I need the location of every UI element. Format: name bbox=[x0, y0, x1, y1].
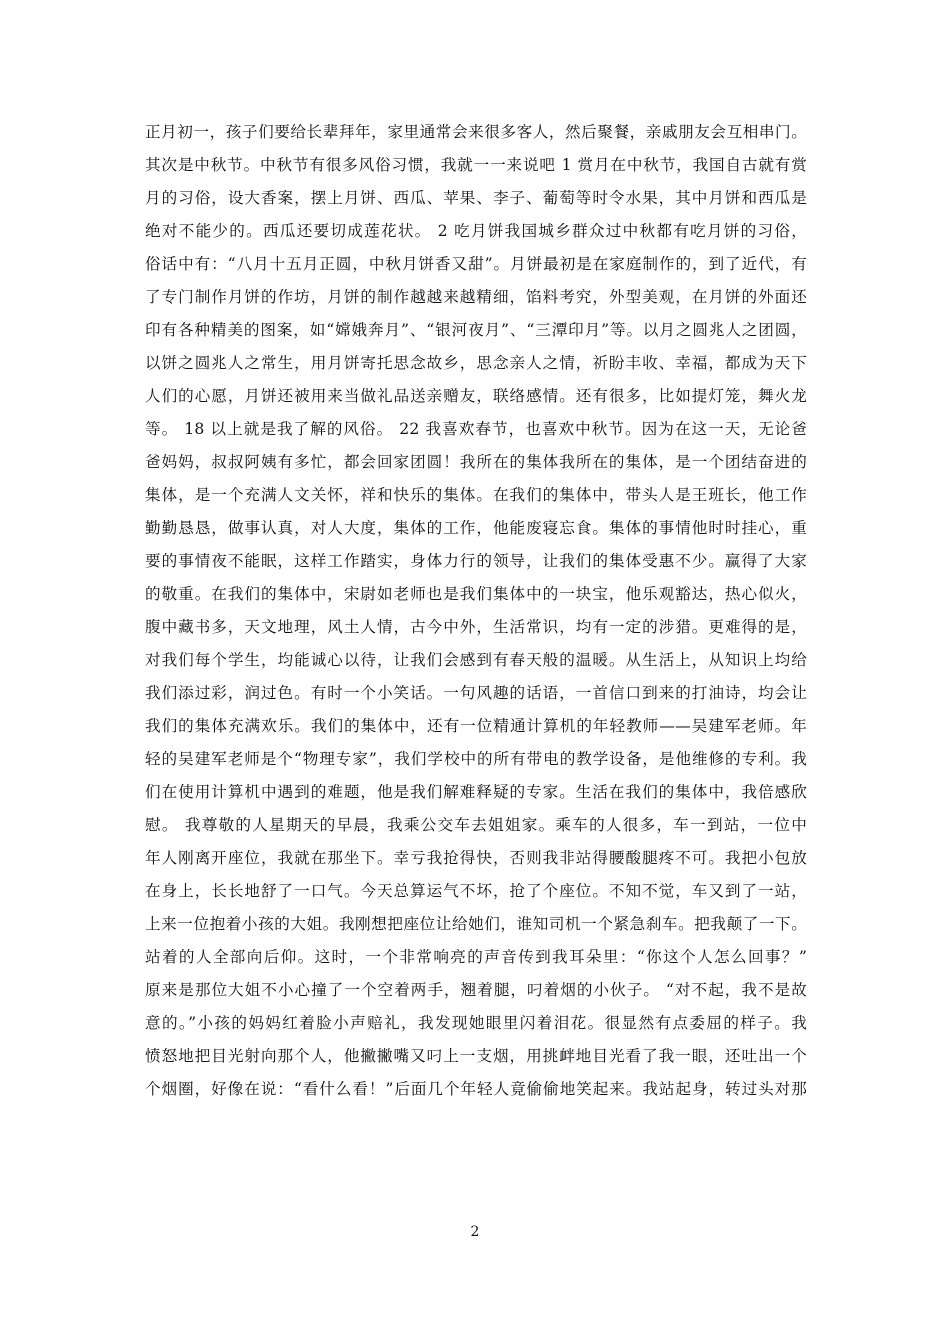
text-line: 人们的心愿，月饼还被用来当做礼品送亲赠友，联络感情。还有很多，比如提灯笼，舞火龙 bbox=[145, 387, 807, 405]
text-line: 的敬重。在我们的集体中，宋尉如老师也是我们集体中的一块宝，他乐观豁达，热心似火， bbox=[145, 585, 807, 603]
text-line: 在身上，长长地舒了一口气。今天总算运气不坏，抢了个座位。不知不觉，车又到了一站， bbox=[145, 882, 807, 900]
text-line: 年人刚离开座位，我就在那坐下。幸亏我抢得快，否则我非站得腰酸腿疼不可。我把小包放 bbox=[145, 849, 807, 867]
text-line: 其次是中秋节。中秋节有很多风俗习惯，我就一一来说吧 1 赏月在中秋节，我国自古就有赏 bbox=[145, 156, 807, 174]
text-line: 腹中藏书多，天文地理，风土人情，古今中外，生活常识，均有一定的涉猎。更难得的是， bbox=[145, 618, 807, 636]
page-number: 2 bbox=[470, 1224, 480, 1240]
text-line: 慰。 我尊敬的人星期天的早晨，我乘公交车去姐姐家。乘车的人很多，车一到站，一位中 bbox=[145, 816, 807, 834]
text-line: 等。 18 以上就是我了解的风俗。 22 我喜欢春节，也喜欢中秋节。因为在这一天，无论爸 bbox=[145, 420, 807, 438]
text-line: 俗话中有：“八月十五月正圆，中秋月饼香又甜”。月饼最初是在家庭制作的，到了近代，有 bbox=[145, 255, 807, 273]
text-line: 了专门制作月饼的作坊，月饼的制作越越来越精细，馅料考究，外型美观，在月饼的外面还 bbox=[145, 288, 807, 306]
text-line: 上来一位抱着小孩的大姐。我刚想把座位让给她们，谁知司机一个紧急刹车。把我颠了一下。 bbox=[145, 915, 807, 933]
text-line: 个烟圈，好像在说：“看什么看！”后面几个年轻人竟偷偷地笑起来。我站起身，转过头对那 bbox=[145, 1080, 807, 1098]
text-line: 对我们每个学生，均能诚心以待，让我们会感到有春天般的温暖。从生活上，从知识上均给 bbox=[145, 651, 807, 669]
text-line: 意的。”小孩的妈妈红着脸小声赔礼，我发现她眼里闪着泪花。很显然有点委屈的样子。我 bbox=[145, 1014, 807, 1032]
text-line: 原来是那位大姐不小心撞了一个空着两手，翘着腿，叼着烟的小伙子。 “对不起，我不是故 bbox=[145, 981, 807, 999]
text-line: 印有各种精美的图案，如“嫦娥奔月”、“银河夜月”、“三潭印月”等。以月之圆兆人之团圆， bbox=[145, 321, 807, 339]
text-line: 站着的人全部向后仰。这时，一个非常响亮的声音传到我耳朵里：“你这个人怎么回事？” bbox=[145, 948, 807, 966]
text-line: 绝对不能少的。西瓜还要切成莲花状。 2 吃月饼我国城乡群众过中秋都有吃月饼的习俗， bbox=[145, 222, 807, 240]
text-line: 们在使用计算机中遇到的难题，他是我们解难释疑的专家。生活在我们的集体中，我倍感欣 bbox=[145, 783, 807, 801]
body-text bbox=[145, 116, 807, 1106]
text-line: 爸妈妈，叔叔阿姨有多忙，都会回家团圆！我所在的集体我所在的集体，是一个团结奋进的 bbox=[145, 453, 807, 471]
text-line: 正月初一，孩子们要给长辈拜年，家里通常会来很多客人，然后聚餐，亲戚朋友会互相串门。 bbox=[145, 123, 807, 141]
text-line: 集体，是一个充满人文关怀，祥和快乐的集体。在我们的集体中，带头人是王班长，他工作 bbox=[145, 486, 807, 504]
text-line: 以饼之圆兆人之常生，用月饼寄托思念故乡，思念亲人之情，祈盼丰收、幸福，都成为天下 bbox=[145, 354, 807, 372]
text-line: 要的事情夜不能眠，这样工作踏实，身体力行的领导，让我们的集体受惠不少。赢得了大家 bbox=[145, 552, 807, 570]
text-line: 勤勤恳恳，做事认真，对人大度，集体的工作，他能废寝忘食。集体的事情他时时挂心，重 bbox=[145, 519, 807, 537]
text-line: 轻的吴建军老师是个“物理专家”，我们学校中的所有带电的教学设备，是他维修的专利。我 bbox=[145, 750, 807, 768]
text-line: 愤怒地把目光射向那个人，他撇撇嘴又叼上一支烟，用挑衅地目光看了我一眼，还吐出一个 bbox=[145, 1047, 807, 1065]
text-line: 我们的集体充满欢乐。我们的集体中，还有一位精通计算机的年轻教师——吴建军老师。年 bbox=[145, 717, 807, 735]
text-line: 月的习俗，设大香案，摆上月饼、西瓜、苹果、李子、葡萄等时令水果，其中月饼和西瓜是 bbox=[145, 189, 807, 207]
text-line: 我们添过彩，润过色。有时一个小笑话。一句风趣的话语，一首信口到来的打油诗，均会让 bbox=[145, 684, 807, 702]
